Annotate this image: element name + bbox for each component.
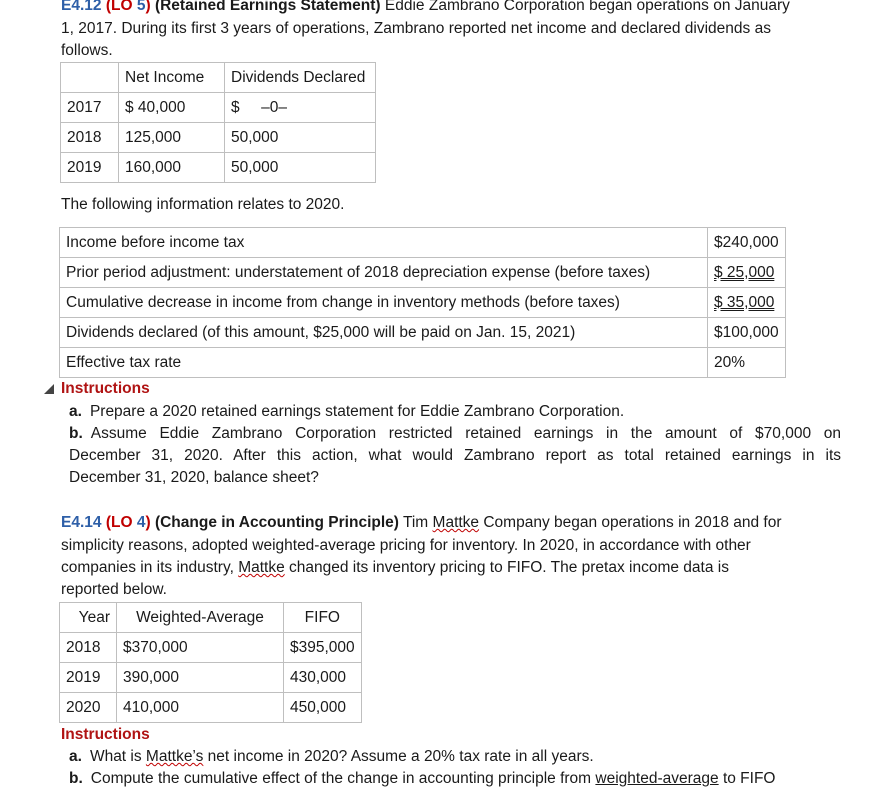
intro-text-1: Eddie Zambrano Corporation began operations on January xyxy=(384,0,790,14)
table-cell: Prior period adjustment: understatement of 2018 depreciation expense (before taxes) xyxy=(60,258,708,288)
table-cell: $ 35,000 xyxy=(708,288,786,318)
table-cell: Effective tax rate xyxy=(60,348,708,378)
intro-text-2: 1, 2017. During its first 3 years of operations, Zambrano reported net income and declared dividends as xyxy=(61,20,771,37)
list-item xyxy=(69,425,841,443)
table-cell: Dividends declared (of this amount, $25,000 will be paid on Jan. 15, 2021) xyxy=(60,318,708,348)
intro-text-1: Tim Mattke Company began operations in 2018 and for xyxy=(402,514,782,531)
following-info-text: The following information relates to 2020. xyxy=(61,196,345,213)
list-text-continued: December 31, 2020, balance sheet? xyxy=(69,469,319,486)
table-cell: 2019 xyxy=(61,153,119,183)
instructions-heading: Instructions xyxy=(61,380,150,397)
table-cell: 2018 xyxy=(60,633,117,663)
table-cell: $370,000 xyxy=(117,633,284,663)
e412-heading xyxy=(61,0,790,15)
table-cell: $240,000 xyxy=(708,228,786,258)
table-cell: 50,000 xyxy=(225,153,376,183)
intro-text-3: companies in its industry, Mattke changed its inventory pricing to FIFO. The pretax income data is xyxy=(61,559,729,576)
table-header-cell: FIFO xyxy=(284,603,362,633)
table-row xyxy=(60,663,362,693)
table-row xyxy=(60,633,362,663)
table-header-cell xyxy=(61,63,119,93)
table-row xyxy=(60,348,786,378)
list-item xyxy=(69,770,775,788)
list-text-continued: December 31, 2020. After this action, what would Zambrano report as total retained earnings in its xyxy=(69,447,841,464)
table-cell: 450,000 xyxy=(284,693,362,723)
table-row xyxy=(61,93,376,123)
intro-text-2: simplicity reasons, adopted weighted-average pricing for inventory. In 2020, in accordance with other xyxy=(61,537,751,554)
list-item xyxy=(69,748,594,766)
list-text: What is Mattke’s net income in 2020? Assume a 20% tax rate in all years. xyxy=(89,748,594,765)
table-cell: $ 40,000 xyxy=(119,93,225,123)
list-text: Compute the cumulative effect of the change in accounting principle from weighted-average to FIFO xyxy=(90,770,776,787)
list-text: Assume Eddie Zambrano Corporation restricted retained earnings in the amount of $70,000 on xyxy=(90,425,841,442)
table-cell: 390,000 xyxy=(117,663,284,693)
collapse-triangle-icon[interactable] xyxy=(44,384,54,394)
table-cell: $100,000 xyxy=(708,318,786,348)
table-cell: 410,000 xyxy=(117,693,284,723)
list-key: a. xyxy=(69,403,82,420)
table-cell: 2018 xyxy=(61,123,119,153)
table-row xyxy=(61,123,376,153)
instructions-heading: Instructions xyxy=(61,726,150,743)
table-cell: 50,000 xyxy=(225,123,376,153)
table-header-cell: Weighted-Average xyxy=(117,603,284,633)
table-row xyxy=(60,288,786,318)
table-header-cell: Dividends Declared xyxy=(225,63,376,93)
table-cell: 2019 xyxy=(60,663,117,693)
table-cell: $395,000 xyxy=(284,633,362,663)
lo-reference: (LO 4) xyxy=(105,514,151,531)
table-cell: 2017 xyxy=(61,93,119,123)
table-row xyxy=(60,258,786,288)
pretax-income-table xyxy=(59,602,362,723)
table-row xyxy=(61,153,376,183)
lo-reference: (LO 5) xyxy=(105,0,151,14)
info-2020-table xyxy=(59,227,786,378)
list-item xyxy=(69,403,624,421)
e414-heading xyxy=(61,514,782,532)
table-header-cell: Year xyxy=(60,603,117,633)
table-cell: 430,000 xyxy=(284,663,362,693)
exercise-topic: (Retained Earnings Statement) xyxy=(154,0,381,14)
exercise-code: E4.14 xyxy=(61,514,102,531)
exercise-code: E4.12 xyxy=(61,0,102,14)
intro-text-4: reported below. xyxy=(61,581,167,598)
intro-text-3: follows. xyxy=(61,42,113,59)
table-cell: $ 25,000 xyxy=(708,258,786,288)
list-key: b. xyxy=(69,425,83,442)
table-header-cell: Net Income xyxy=(119,63,225,93)
list-key: b. xyxy=(69,770,83,787)
net-income-dividends-table xyxy=(60,62,376,183)
exercise-topic: (Change in Accounting Principle) xyxy=(154,514,399,531)
table-cell: 125,000 xyxy=(119,123,225,153)
table-cell: Cumulative decrease in income from change in inventory methods (before taxes) xyxy=(60,288,708,318)
table-cell: 2020 xyxy=(60,693,117,723)
table-row xyxy=(60,318,786,348)
table-row xyxy=(60,228,786,258)
table-cell: Income before income tax xyxy=(60,228,708,258)
table-header-row xyxy=(60,603,362,633)
table-header-row xyxy=(61,63,376,93)
list-text: Prepare a 2020 retained earnings statement for Eddie Zambrano Corporation. xyxy=(89,403,625,420)
table-cell: 20% xyxy=(708,348,786,378)
table-cell: 160,000 xyxy=(119,153,225,183)
table-row xyxy=(60,693,362,723)
list-key: a. xyxy=(69,748,82,765)
table-cell: $ –0– xyxy=(225,93,376,123)
